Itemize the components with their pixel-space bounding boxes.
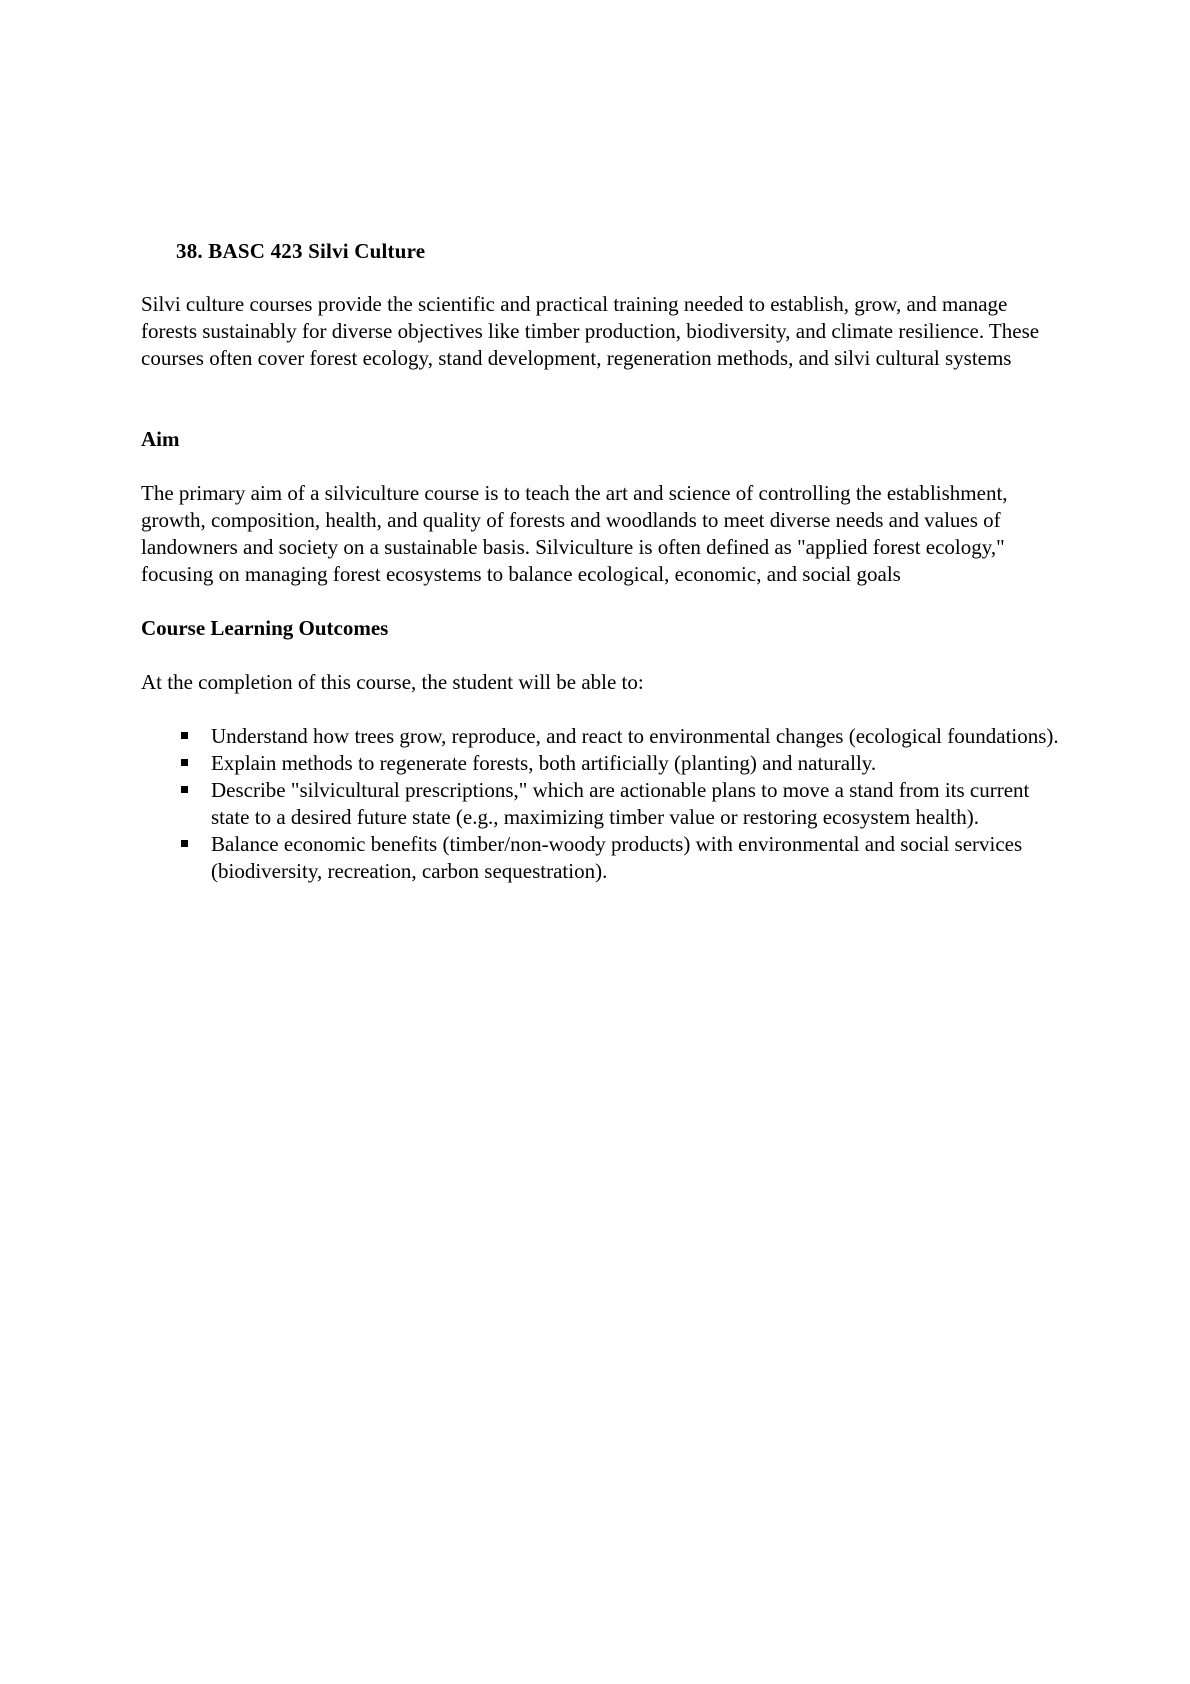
list-item <box>211 831 1061 885</box>
aim-paragraph: The primary aim of a silviculture course is to teach the art and science of controlling the establishment, growth, composition, health, and quality of forests and woodlands to meet diverse needs and values of landowners and society on a sustainable basis. Silviculture is often defined as "applied forest ecology," focusing on managing forest ecosystems to balance ecological, economic, and social goals <box>141 481 1008 586</box>
aim-heading: Aim <box>141 427 180 451</box>
square-bullet-icon <box>181 759 188 766</box>
square-bullet-icon <box>181 786 188 793</box>
learning-outcomes-lead: At the completion of this course, the student will be able to: <box>141 670 644 694</box>
list-item-text: Balance economic benefits (timber/non-woody products) with environmental and social services (biodiversity, recreation, carbon sequestration). <box>211 832 1023 883</box>
square-bullet-icon <box>181 732 188 739</box>
document-content <box>141 238 1061 885</box>
list-item-text: Explain methods to regenerate forests, both artificially (planting) and naturally. <box>211 751 877 775</box>
list-item <box>211 750 1061 777</box>
list-item <box>211 723 1061 750</box>
course-intro-paragraph: Silvi culture courses provide the scientific and practical training needed to establish, grow, and manage forests sustainably for diverse objectives like timber production, biodiversity, and climate resilience. These courses often cover forest ecology, stand development, regeneration methods, and silvi cultural systems <box>141 292 1040 370</box>
list-item-text: Understand how trees grow, reproduce, and react to environmental changes (ecological foundations). <box>211 724 1059 748</box>
course-heading: 38. BASC 423 Silvi Culture <box>176 239 426 263</box>
list-item-text: Describe "silvicultural prescriptions," which are actionable plans to move a stand from its current state to a desired future state (e.g., maximizing timber value or restoring ecosystem health). <box>211 778 1030 829</box>
learning-outcomes-heading: Course Learning Outcomes <box>141 616 389 640</box>
list-item <box>211 777 1061 831</box>
learning-outcomes-list <box>141 723 1061 885</box>
square-bullet-icon <box>181 840 188 847</box>
